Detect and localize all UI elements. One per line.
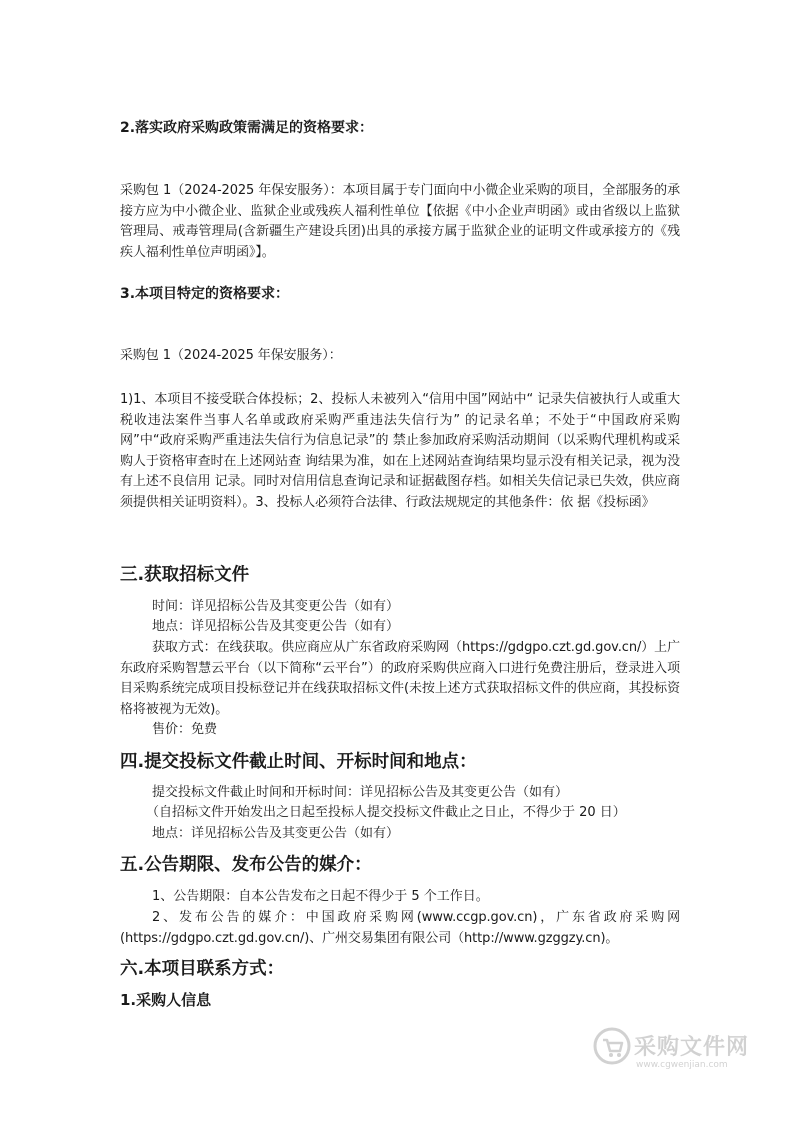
obtain-docs-place: 地点：详见招标公告及其变更公告（如有） — [152, 619, 400, 634]
announcement-media: 2、发布公告的媒介：中国政府采购网(www.ccgp.gov.cn)，广东省政府采购网(https://gdgpo.czt.gd.gov.cn/)、广州交易集团有限公司（http://www.gzggzy.cn)。 — [120, 910, 680, 946]
announcement-heading: 五.公告期限、发布公告的媒介： — [120, 855, 372, 875]
deadline-heading: 四.提交投标文件截止时间、开标时间和地点： — [120, 752, 477, 772]
deadline-note: （自招标文件开始发出之日起至投标人提交投标文件截止之日止，不得少于 20 日） — [146, 805, 626, 820]
announcement-period: 1、公告期限：自本公告发布之日起不得少于 5 个工作日。 — [152, 889, 489, 904]
obtain-docs-method: 获取方式：在线获取。供应商应从广东省政府采购网（https://gdgpo.czt.gd.gov.cn/）上广东政府采购智慧云平台（以下简称“云平台”）的政府采购供应商入口进行免费注册后，登录进入项目采购系统完成项目投标登记并在线获取招标文件(未按上述方式获取招标文件的供应商，其投标资格将被视为无效)。 — [120, 640, 680, 717]
obtain-docs-time: 时间：详见招标公告及其变更公告（如有） — [152, 599, 400, 614]
section-2-body: 采购包 1（2024-2025 年保安服务）：本项目属于专门面向中小微企业采购的项目，全部服务的承接方应为中小微企业、监狱企业或残疾人福利性单位【依据《中小企业声明函》或由省级以上监狱管理局、戒毒管理局(含新疆生产建设兵团)出具的承接方属于监狱企业的证明文件或承接方的《残疾人福利性单位声明函》】。 — [120, 183, 680, 260]
obtain-docs-heading: 三.获取招标文件 — [120, 565, 250, 585]
contact-heading: 六.本项目联系方式： — [120, 959, 285, 979]
purchaser-info-heading: 1.采购人信息 — [120, 991, 212, 1009]
watermark — [592, 1026, 752, 1078]
section-3-body: 1)1、本项目不接受联合体投标；2、投标人未被列入“信用中国”网站中“ 记录失信被执行人或重大税收违法案件当事人名单或政府采购严重违法失信行为” 的记录名单；不处于“中国政府采购网”中“政府采购严重违法失信行为信息记录”的 禁止参加政府采购活动期间（以采购代理机构或采购人于资格审查时在上述网站查 询结果为准，如在上述网站查询结果均显示没有相关记录，视为没有上述不良信用 记录。同时对信用信息查询记录和证据截图存档。如相关失信记录已失效，供应商 须提供相关证明资料）。3、投标人必须符合法律、行政法规规定的其他条件：依 据《投标函》 — [120, 392, 680, 510]
deadline-place: 地点：详见招标公告及其变更公告（如有） — [152, 826, 400, 841]
watermark-url: www.cgwenjian.com — [636, 1060, 728, 1070]
cart-seal-logo-icon — [592, 1026, 632, 1066]
deadline-time: 提交投标文件截止时间和开标时间：详见招标公告及其变更公告（如有） — [152, 785, 569, 800]
section-3-package: 采购包 1（2024-2025 年保安服务）： — [120, 348, 342, 363]
watermark-name: 采购文件网 — [634, 1035, 750, 1060]
section-2-heading: 2.落实政府采购政策需满足的资格要求： — [120, 120, 374, 136]
obtain-docs-price: 售价：免费 — [152, 722, 218, 737]
section-3-heading: 3.本项目特定的资格要求： — [120, 286, 290, 302]
